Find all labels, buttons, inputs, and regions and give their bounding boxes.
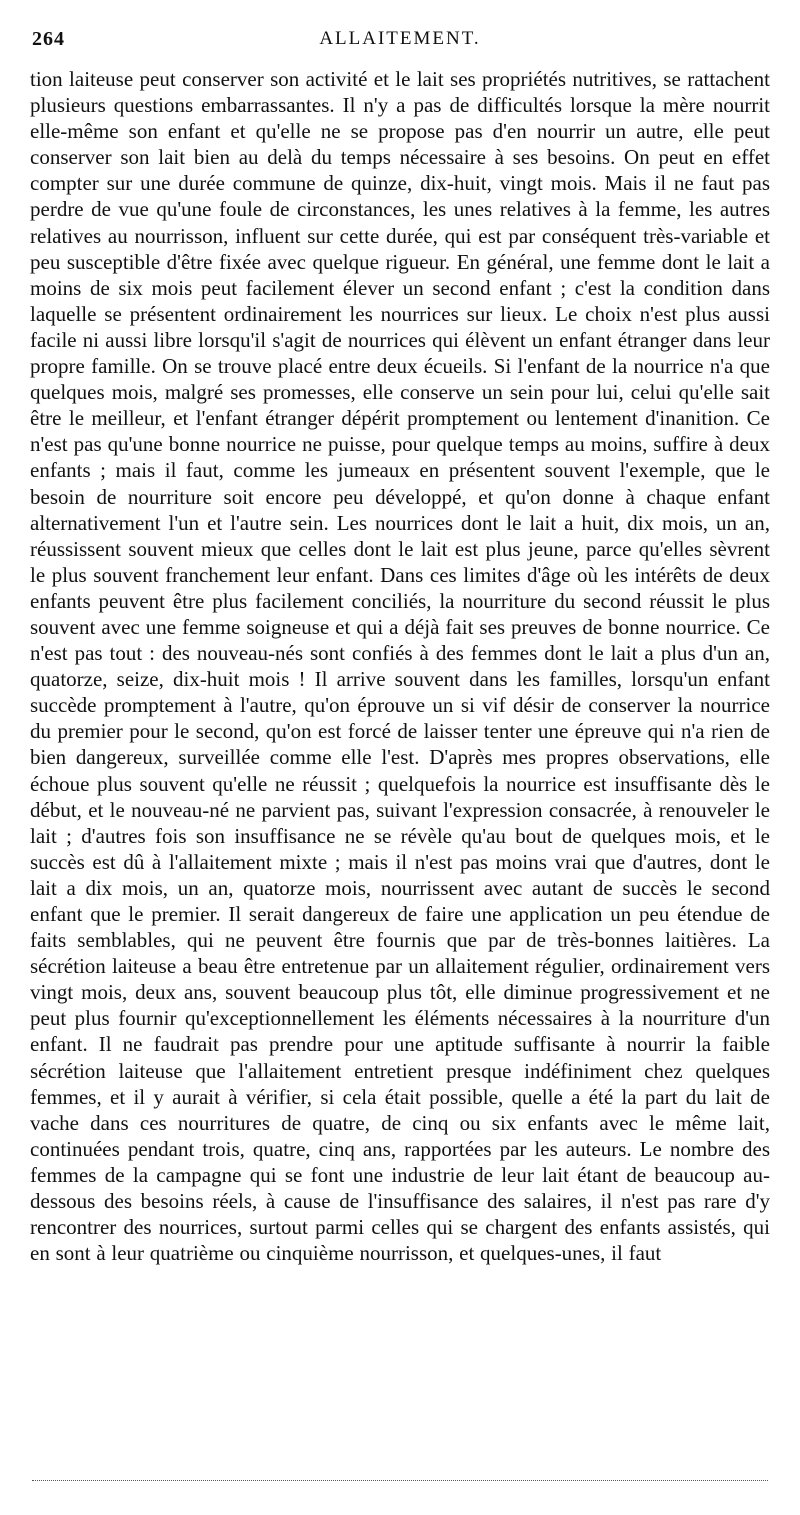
body-paragraph: tion laiteuse peut conserver son activité et le lait ses propriétés nutritives, se rattachent plusieurs questions embarrassantes. Il n'y a pas de difficultés lorsque la mère nourrit elle-même son enfant et qu'elle ne se propose pas d'en nourrir un autre, elle peut conserver son lait bien au delà du temps nécessaire à ses besoins. On peut en effet compter sur une durée commune de quinze, dix-huit, vingt mois. Mais il ne faut pas perdre de vue qu'une foule de circonstances, les unes relatives à la femme, les autres relatives au nourrisson, influent sur cette durée, qui est par conséquent très-variable et peu susceptible d'être fixée avec quelque rigueur. En général, une femme dont le lait a moins de six mois peut facilement élever un second enfant ; c'est la condition dans laquelle se présentent ordinairement les nourrices sur lieux. Le choix n'est plus aussi facile ni aussi libre lorsqu'il s'agit de nourrices qui élèvent un enfant étranger dans leur propre famille. On se trouve placé entre deux écueils. Si l'enfant de la nourrice n'a que quelques mois, malgré ses promesses, elle conserve un sein pour lui, celui qu'elle sait être le meilleur, et l'enfant étranger dépérit promptement ou lentement d'inanition. Ce n'est pas qu'une bonne nourrice ne puisse, pour quelque temps au moins, suffire à deux enfants ; mais il faut, comme les jumeaux en présentent souvent l'exemple, que le besoin de nourriture soit encore peu développé, et qu'on donne à chaque enfant alternativement l'un et l'autre sein. Les nourrices dont le lait a huit, dix mois, un an, réussissent souvent mieux que celles dont le lait est plus jeune, parce qu'elles sèvrent le plus souvent franchement leur enfant. Dans ces limites d'âge où les intérêts de deux enfants peuvent être plus facilement conciliés, la nourriture du second réussit le plus souvent avec une femme soigneuse et qui a déjà fait ses preuves de bonne nourrice. Ce n'est pas tout : des nouveau-nés sont confiés à des femmes dont le lait a plus d'un an, quatorze, seize, dix-huit mois ! Il arrive souvent dans les familles, lorsqu'un enfant succède promptement à l'autre, qu'on éprouve un si vif désir de conserver la nourrice du premier pour le second, qu'on est forcé de laisser tenter une épreuve qui n'a rien de bien dangereux, surveillée comme elle l'est. D'après mes propres observations, elle échoue plus souvent qu'elle ne réussit ; quelquefois la nourrice est insuffisante dès le début, et le nouveau-né ne parvient pas, suivant l'expression consacrée, à renouveler le lait ; d'autres fois son insuffisance ne se révèle qu'au bout de quelques mois, et le succès est dû à l'allaitement mixte ; mais il n'est pas moins vrai que d'autres, dont le lait a dix mois, un an, quatorze mois, nourrissent avec autant de succès le second enfant que le premier. Il serait dangereux de faire une application un peu étendue de faits semblables, qui ne peuvent être fournis que par de très-bonnes laitières. La sécrétion laiteuse a beau être entretenue par un allaitement régulier, ordinairement vers vingt mois, deux ans, souvent beaucoup plus tôt, elle diminue progressivement et ne peut plus fournir qu'exceptionnellement les éléments nécessaires à la nourriture d'un enfant. Il ne faudrait pas prendre pour une aptitude suffisante à nourrir la faible sécrétion laiteuse que l'allaitement entretient presque indéfiniment chez quelques femmes, et il y aurait à vérifier, si cela était possible, quelle a été la part du lait de vache dans ces nourritures de quatre, de cinq ou six enfants avec le même lait, continuées pendant trois, quatre, cinq ans, rapportées par les auteurs. Le nombre des femmes de la campagne qui se font une industrie de leur lait étant de beaucoup au-dessous des besoins réels, à cause de l'insuffisance des salaires, il n'est pas rare d'y rencontrer des nourrices, surtout parmi celles qui se chargent des enfants assistés, qui en sont à leur quatrième ou cinquième nourrisson, et quelques-unes, il faut: [30, 67, 770, 1266]
book-page: [30, 28, 770, 1266]
running-title: ALLAITEMENT.: [319, 28, 481, 49]
footer-dotted-rule: [32, 1480, 768, 1481]
page-number: 264: [32, 28, 65, 50]
page-header: [30, 28, 770, 60]
